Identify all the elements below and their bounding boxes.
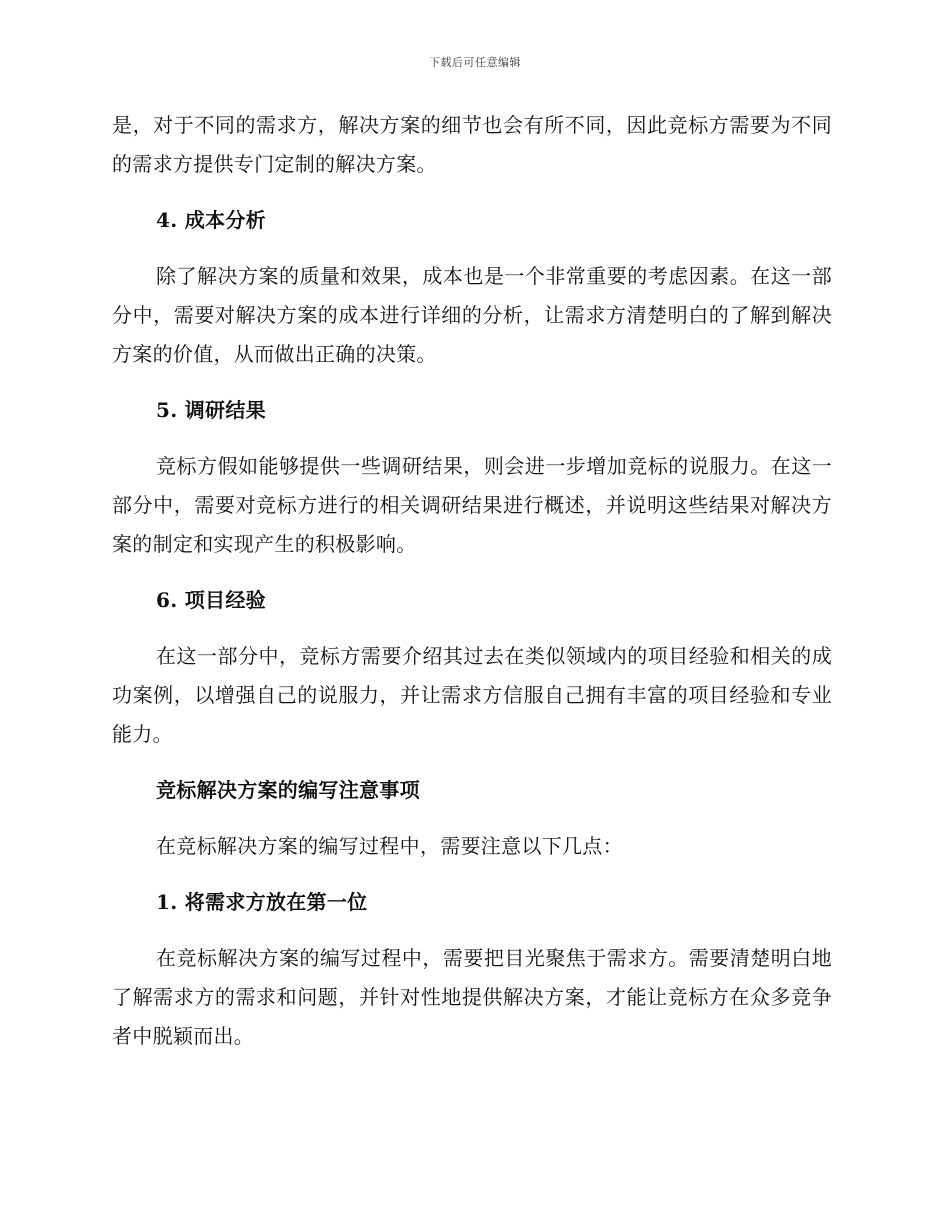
- paragraph-research-results: 竞标方假如能够提供一些调研结果，则会进一步增加竞标的说服力。在这一部分中，需要对竞标方进行的相关调研结果进行概述，并说明这些结果对解决方案的制定和实现产生的积极影响。: [112, 454, 832, 556]
- page-header: 下载后可任意编辑: [429, 56, 521, 69]
- section-heading-writing-notes: 竞标解决方案的编写注意事项: [156, 778, 420, 802]
- paragraph-writing-notes-intro: 在竞标解决方案的编写过程中，需要注意以下几点：: [156, 834, 623, 858]
- section-heading-cost-analysis: 4. 成本分析: [156, 208, 266, 232]
- paragraph-client-first: 在竞标解决方案的编写过程中，需要把目光聚焦于需求方。需要清楚明白地了解需求方的需求和问题，并针对性地提供解决方案，才能让竞标方在众多竞争者中脱颖而出。: [112, 946, 832, 1048]
- section-heading-research-results: 5. 调研结果: [156, 398, 266, 422]
- paragraph-project-experience: 在这一部分中，竞标方需要介绍其过去在类似领域内的项目经验和相关的成功案例，以增强自己的说服力，并让需求方信服自己拥有丰富的项目经验和专业能力。: [112, 644, 832, 746]
- paragraph-continuation: 是，对于不同的需求方，解决方案的细节也会有所不同，因此竞标方需要为不同的需求方提供专门定制的解决方案。: [112, 113, 832, 176]
- section-heading-project-experience: 6. 项目经验: [156, 588, 266, 612]
- section-heading-client-first: 1. 将需求方放在第一位: [156, 890, 368, 914]
- document-body: [112, 106, 832, 1073]
- paragraph-cost-analysis: 除了解决方案的质量和效果，成本也是一个非常重要的考虑因素。在这一部分中，需要对解决方案的成本进行详细的分析，让需求方清楚明白的了解到解决方案的价值，从而做出正确的决策。: [112, 264, 832, 366]
